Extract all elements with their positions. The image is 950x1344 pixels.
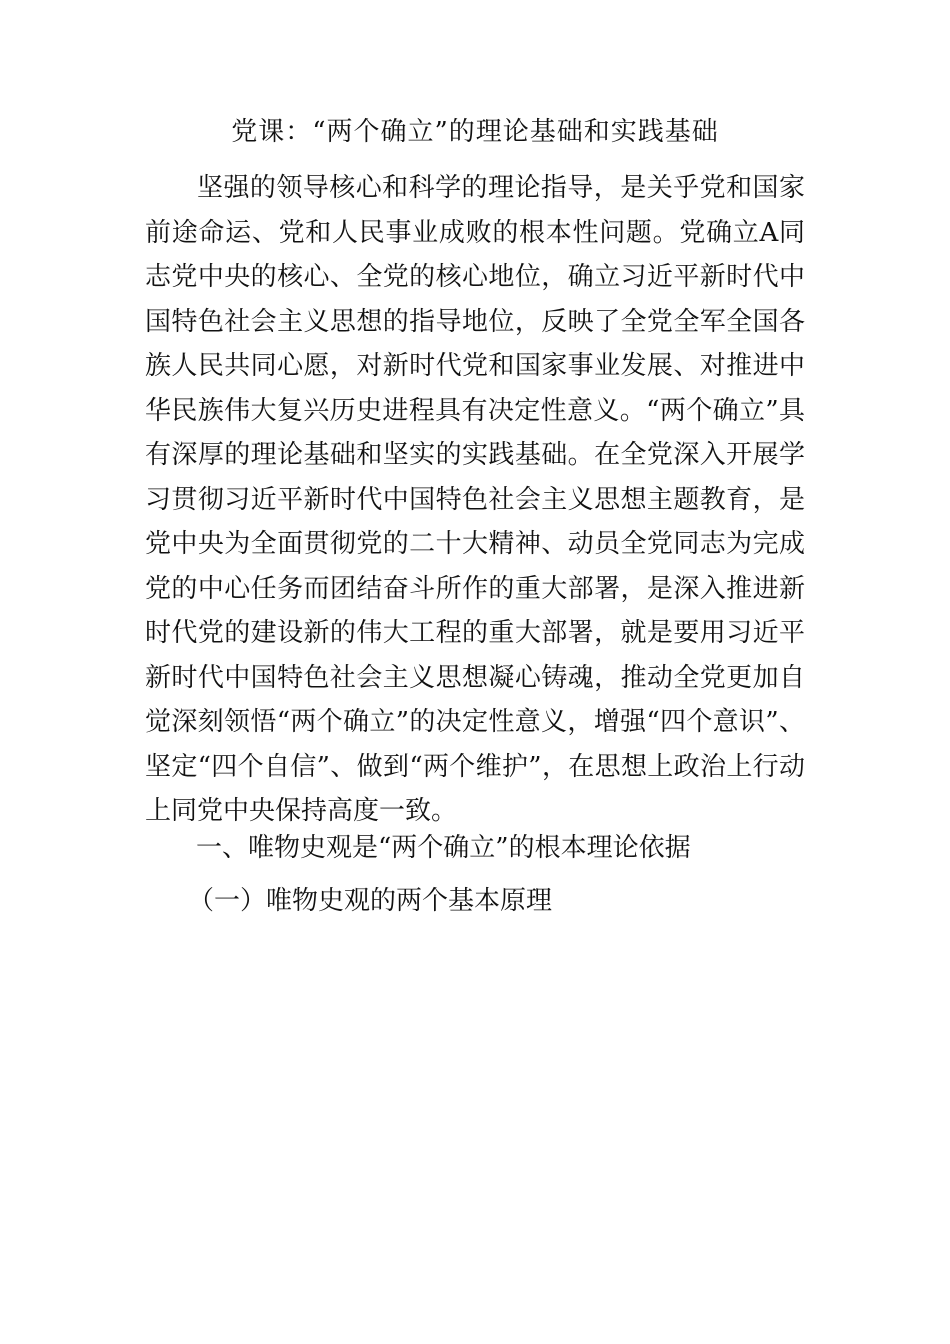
subsection-heading: （一）唯物史观的两个基本原理 <box>188 886 553 916</box>
section-heading: 一、唯物史观是“两个确立”的根本理论依据 <box>196 833 691 863</box>
document-title: 党课：“两个确立”的理论基础和实践基础 <box>231 117 719 147</box>
intro-paragraph: 坚强的领导核心和科学的理论指导，是关乎党和国家前途命运、党和人民事业成败的根本性问题。党确立A同志党中央的核心、全党的核心地位，确立习近平新时代中国特色社会主义思想的指导地位，反映了全党全军全国各族人民共同心愿，对新时代党和国家事业发展、对推进中华民族伟大复兴历史进程具有决定性意义。“两个确立”具有深厚的理论基础和坚实的实践基础。在全党深入开展学习贯彻习近平新时代中国特色社会主义思想主题教育，是党中央为全面贯彻党的二十大精神、动员全党同志为完成党的中心任务而团结奋斗所作的重大部署，是深入推进新时代党的建设新的伟大工程的重大部署，就是要用习近平新时代中国特色社会主义思想凝心铸魂，推动全党更加自觉深刻领悟“两个确立”的决定性意义，增强“四个意识”、坚定“四个自信”、做到“两个维护”，在思想上政治上行动上同党中央保持高度一致。 <box>145 173 805 826</box>
